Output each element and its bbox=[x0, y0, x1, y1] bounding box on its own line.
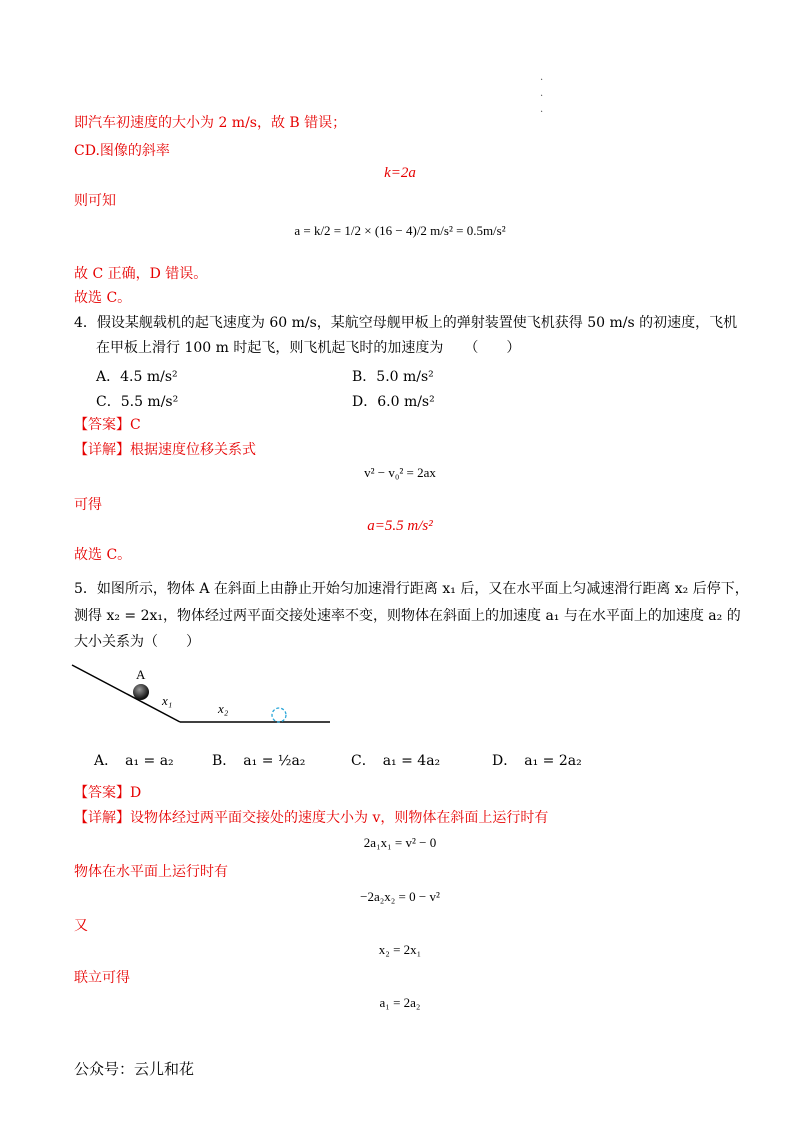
q5-stem: 大小关系为（ ） bbox=[74, 634, 200, 650]
q4-option-c: C．5.5 m/s² bbox=[96, 394, 179, 410]
q5-answer: 【答案】D bbox=[74, 785, 142, 801]
text-line: CD.图像的斜率 bbox=[74, 143, 170, 159]
label-x2: x₂ bbox=[218, 701, 229, 716]
text-line: 又 bbox=[74, 918, 88, 934]
q5-detail: 【详解】设物体经过两平面交接处的速度大小为 v，则物体在斜面上运行时有 bbox=[74, 810, 549, 826]
q5-option-b: B． a₁ = ½a₂ bbox=[212, 753, 306, 769]
text-line: 即汽车初速度的大小为 2 m/s，故 B 错误； bbox=[74, 115, 347, 131]
label-x1: x₁ bbox=[162, 693, 173, 708]
q4-option-a: A．4.5 m/s² bbox=[96, 369, 178, 385]
q4-stem: 4．假设某舰载机的起飞速度为 60 m/s，某航空母舰甲板上的弹射装置使飞机获得 50 m/s 的初速度，飞机 bbox=[74, 315, 738, 331]
q4-stem: 在甲板上滑行 100 m 时起飞，则飞机起飞时的加速度为 （ ） bbox=[96, 340, 521, 356]
q5-option-c: C． a₁ = 4a₂ bbox=[351, 753, 441, 769]
text-line: 则可知 bbox=[74, 193, 116, 209]
q4-option-b: B．5.0 m/s² bbox=[352, 369, 434, 385]
q5-stem: 5．如图所示，物体 A 在斜面上由静止开始匀加速滑行距离 x₁ 后，又在水平面上匀减速滑行距离 x₂ 后停下， bbox=[74, 581, 749, 597]
label-a: A bbox=[136, 667, 146, 682]
q4-option-d: D．6.0 m/s² bbox=[352, 394, 435, 410]
q5-equation-3: x₂ = 2x₁ bbox=[378, 942, 422, 957]
q4-answer: 【答案】C bbox=[74, 417, 141, 433]
text-line: 物体在水平面上运行时有 bbox=[74, 864, 228, 880]
q5-option-d: D． a₁ = 2a₂ bbox=[492, 753, 582, 769]
q5-equation-4: a₁ = 2a₂ bbox=[379, 995, 421, 1010]
q4-result: a=5.5 m/s² bbox=[367, 518, 433, 534]
q5-stem: 测得 x₂ = 2x₁，物体经过两平面交接处速率不变，则物体在斜面上的加速度 a₁ 与在水平面上的加速度 a₂ 的 bbox=[74, 608, 741, 624]
q5-equation-2: −2a₂x₂ = 0 − v² bbox=[360, 889, 440, 904]
ball-a bbox=[133, 684, 149, 700]
text-line: 故 C 正确，D 错误。 bbox=[74, 266, 208, 282]
equation-k: k=2a bbox=[384, 165, 416, 181]
header-marks: . . . bbox=[540, 72, 544, 115]
q5-option-a: A． a₁ = a₂ bbox=[94, 753, 174, 769]
stop-position bbox=[272, 708, 286, 722]
q5-equation-1: 2a₁x₁ = v² − 0 bbox=[363, 835, 437, 850]
text-line: 联立可得 bbox=[74, 970, 130, 986]
q4-equation: v² − v₀² = 2ax bbox=[364, 465, 436, 480]
text-line: 故选 C。 bbox=[74, 547, 132, 563]
text-line: 可得 bbox=[74, 497, 102, 513]
equation-a: a = k/2 = 1/2 × (16 − 4)/2 m/s² = 0.5m/s² bbox=[294, 223, 506, 238]
q4-detail: 【详解】根据速度位移关系式 bbox=[74, 442, 256, 458]
incline-figure bbox=[70, 660, 340, 735]
text-line: 故选 C。 bbox=[74, 290, 132, 306]
footer-account: 公众号：云儿和花 bbox=[74, 1060, 195, 1078]
